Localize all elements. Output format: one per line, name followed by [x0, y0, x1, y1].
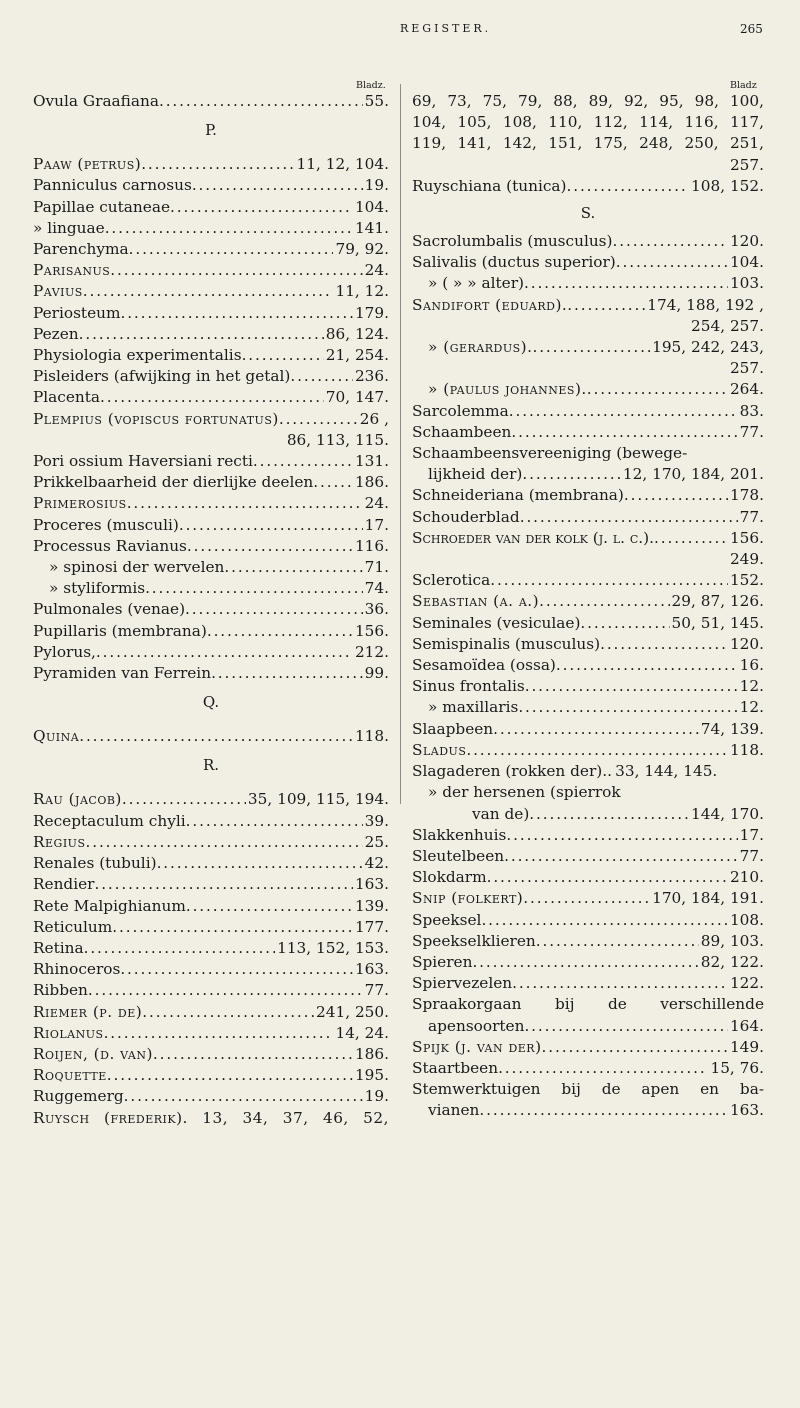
index-entry: Periosteum . . . 179.	[33, 303, 389, 324]
index-entry: Sinus frontalis . . . 12.	[412, 676, 764, 697]
index-entry: » linguae . . . 141.	[33, 218, 389, 239]
page-number: 265	[740, 22, 763, 36]
index-entry: Schaambeensvereeniging (bewege-	[412, 444, 688, 463]
index-entry: Roquette . . . 195.	[33, 1065, 389, 1086]
index-entry: Sarcolemma . . . 83.	[412, 401, 764, 422]
index-entry: Schouderblad . . . 77.	[412, 507, 764, 528]
index-entry: Pezen . . . 86, 124.	[33, 324, 389, 345]
index-entry: » styliformis . . . 74.	[33, 578, 389, 599]
index-entry: Stemwerktuigen bij de apen en ba-	[412, 1080, 764, 1099]
index-entry: Papillae cutaneae . . . 104.	[33, 197, 389, 218]
index-entry-continuation: apensoorten . . . 164.	[412, 1016, 764, 1037]
index-entry: Spijk (j. van der) . . . 149.	[412, 1037, 764, 1058]
index-entry: Staartbeen . . . 15, 76.	[412, 1058, 764, 1079]
index-entry: Panniculus carnosus . . . 19.	[33, 175, 389, 196]
index-entry-continuation: 119, 141, 142, 151, 175, 248, 250, 251,	[412, 134, 764, 153]
index-entry: Placenta . . . 70, 147.	[33, 387, 389, 408]
index-entry: » (paulus johannes). . . . 264.	[412, 379, 764, 400]
section-letter-p: P.	[205, 121, 217, 140]
index-entry: Ruysch (frederik). 13, 34, 37, 46, 52,	[33, 1108, 389, 1127]
section-letter-s: S.	[580, 204, 596, 223]
index-entry: Riemer (p. de) . . . 241, 250.	[33, 1002, 389, 1023]
index-entry: Paaw (petrus) . . . 11, 12, 104.	[33, 154, 389, 175]
index-entry: Schneideriana (membrana) . . . 178.	[412, 485, 764, 506]
index-entry: Quina . . . 118.	[33, 726, 389, 747]
index-entry: Pavius . . . 11, 12.	[33, 281, 389, 302]
index-entry: Pisleiders (afwijking in het getal) . . . 236.	[33, 366, 389, 387]
index-entry-continuation: 249.	[729, 550, 764, 569]
index-entry: Retina . . . 113, 152, 153.	[33, 938, 389, 959]
index-entry: Receptaculum chyli . . . 39.	[33, 811, 389, 832]
index-entry: Regius . . . 25.	[33, 832, 389, 853]
index-entry: Pylorus, . . . 212.	[33, 642, 389, 663]
index-entry-continuation: 257.	[729, 359, 764, 378]
index-entry: » (gerardus). . . . 195, 242, 243,	[412, 337, 764, 358]
index-entry: Ovula Graafiana . . . 55.	[33, 91, 389, 112]
running-title: REGISTER.	[400, 22, 492, 35]
index-entry: Processus Ravianus . . . 116.	[33, 536, 389, 557]
index-entry: Sesamoïdea (ossa) . . . 16.	[412, 655, 764, 676]
index-entry: Semispinalis (musculus) . . . 120.	[412, 634, 764, 655]
index-entry: Slaapbeen . . . 74, 139.	[412, 719, 764, 740]
index-entry-continuation: 86, 113, 115.	[286, 430, 389, 449]
index-entry: Ruggemerg . . . 19.	[33, 1086, 389, 1107]
index-entry: Proceres (musculi) . . . 17.	[33, 515, 389, 536]
right-column	[412, 91, 764, 1122]
column-divider	[400, 84, 401, 804]
index-entry: Seminales (vesiculae) . . . 50, 51, 145.	[412, 613, 764, 634]
index-entry: Spieren . . . 82, 122.	[412, 952, 764, 973]
index-entry: Physiologia experimentalis . . . 21, 254.	[33, 345, 389, 366]
index-entry: Pupillaris (membrana) . . . 156.	[33, 621, 389, 642]
index-entry: Rau (jacob) . . . 35, 109, 115, 194.	[33, 789, 389, 810]
index-entry: Rete Malpighianum . . . 139.	[33, 896, 389, 917]
index-entry: Sleutelbeen . . . 77.	[412, 846, 764, 867]
bladz-header-right: Bladz	[730, 80, 757, 91]
index-entry: Plempius (vopiscus fortunatus) . . . 26 ,	[33, 409, 389, 430]
index-entry-continuation: van de) . . . 144, 170.	[412, 804, 764, 825]
index-entry: Parisanus . . . 24.	[33, 260, 389, 281]
index-entry: Schroeder van der kolk (j. l. c.). . . . 156.	[412, 528, 764, 549]
index-entry: Spraakorgaan bij de verschillende	[412, 995, 764, 1014]
index-entry: Roijen, (d. van) . . . 186.	[33, 1044, 389, 1065]
index-entry: Salivalis (ductus superior) . . . 104.	[412, 252, 764, 273]
index-entry: Speekselklieren . . . 89, 103.	[412, 931, 764, 952]
index-entry: Primerosius . . . 24.	[33, 493, 389, 514]
bladz-header-left: Bladz.	[356, 80, 386, 91]
index-entry: » der hersenen (spierrok	[428, 783, 621, 802]
index-entry: Parenchyma . . . 79, 92.	[33, 239, 389, 260]
index-entry: Sacrolumbalis (musculus) . . . 120.	[412, 231, 764, 252]
index-entry: Ribben . . . 77.	[33, 980, 389, 1001]
index-entry: Slakkenhuis . . . 17.	[412, 825, 764, 846]
index-entry: Rendier . . . 163.	[33, 874, 389, 895]
index-entry: Reticulum . . . 177.	[33, 917, 389, 938]
index-entry-continuation: 254, 257.	[691, 316, 764, 335]
index-entry: Sandifort (eduard). . . . 174, 188, 192 ,	[412, 295, 764, 316]
index-entry: Sebastian (a. a.) . . . 29, 87, 126.	[412, 591, 764, 612]
index-entry: Spiervezelen . . . 122.	[412, 973, 764, 994]
index-entry-continuation: 257.	[729, 155, 764, 174]
index-entry: Pyramiden van Ferrein . . . 99.	[33, 663, 389, 684]
index-entry-continuation: 69, 73, 75, 79, 88, 89, 92, 95, 98, 100,	[412, 92, 764, 110]
index-entry-continuation: lijkheid der) . . . 12, 170, 184, 201.	[412, 464, 764, 485]
index-entry: Ruyschiana (tunica) . . . 108, 152.	[412, 176, 764, 197]
index-entry: » maxillaris . . . 12.	[412, 697, 764, 718]
index-entry: Slagaderen (rokken der). . . . 33, 144, 145.	[412, 761, 764, 782]
index-entry: Snip (folkert) . . . 170, 184, 191.	[412, 888, 764, 909]
index-entry: » ( » » alter) . . . 103.	[412, 273, 764, 294]
section-letter-r: R.	[202, 756, 220, 775]
index-entry: Rhinoceros . . . 163.	[33, 959, 389, 980]
index-entry-continuation: 104, 105, 108, 110, 112, 114, 116, 117,	[412, 113, 764, 132]
index-entry: Pori ossium Haversiani recti . . . 131.	[33, 451, 389, 472]
index-entry: Slokdarm . . . 210.	[412, 867, 764, 888]
section-letter-q: Q.	[202, 693, 220, 712]
index-entry: Speeksel . . . 108.	[412, 910, 764, 931]
index-entry: Pulmonales (venae) . . . 36.	[33, 599, 389, 620]
index-entry: Prikkelbaarheid der dierlijke deelen . . . 186.	[33, 472, 389, 493]
index-entry: Schaambeen . . . 77.	[412, 422, 764, 443]
index-entry: Sclerotica . . . 152.	[412, 570, 764, 591]
index-entry: » spinosi der wervelen . . . 71.	[33, 557, 389, 578]
left-column	[33, 91, 389, 1129]
index-entry: Sladus . . . 118.	[412, 740, 764, 761]
index-entry: Renales (tubuli) . . . 42.	[33, 853, 389, 874]
index-entry-continuation: vianen . . . 163.	[412, 1100, 764, 1121]
index-entry: Riolanus . . . 14, 24.	[33, 1023, 389, 1044]
